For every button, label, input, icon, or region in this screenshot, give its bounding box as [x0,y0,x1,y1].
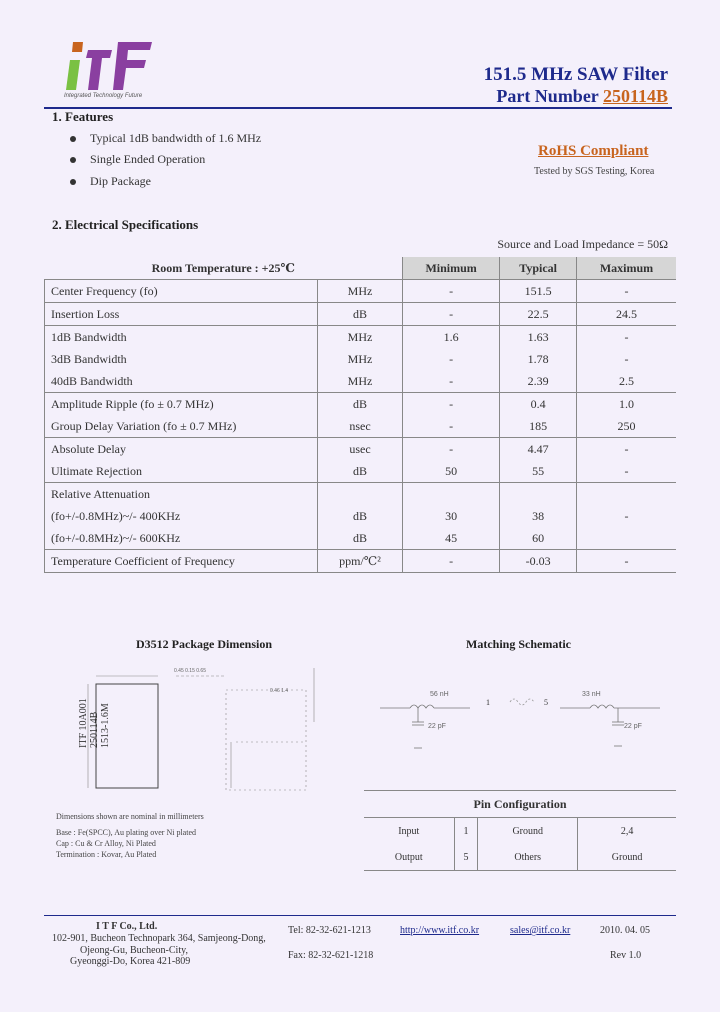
svg-text:0.46 1.4: 0.46 1.4 [270,688,289,694]
header-divider [44,107,672,109]
package-marking [78,644,111,748]
material-note: Base : Fe(SPCC), Au plating over Ni plated [56,828,196,837]
table-row: Output 5 Others Ground [364,844,676,871]
bullet-icon [70,136,76,142]
itf-logo [62,38,162,98]
table-row: (fo+/-0.8MHz)~/- 400KHz dB 30 38 - [45,505,677,527]
table-row: Temperature Coefficient of Frequency ppm/℃² - -0.03 - [45,550,677,573]
spec-table [44,257,676,573]
table-row: Input 1 Ground 2,4 [364,818,676,845]
address-line: 102-901, Bucheon Technopark 364, Samjeong-Dong, [52,933,266,944]
marking-line: 250114B [89,711,100,748]
impedance-note: Source and Load Impedance = 50Ω [497,237,668,251]
pin-config-table [364,790,676,871]
date: 2010. 04. 05 [600,925,650,936]
table-row: Relative Attenuation [45,483,677,506]
matching-schematic [360,678,680,758]
marking-line: ITF 10A001 [78,698,89,748]
feature-item: Single Ended Operation [70,152,205,167]
specs-heading: 2. Electrical Specifications [52,217,199,232]
table-row: Insertion Loss dB - 22.5 24.5 [45,303,677,326]
spec-header-row [45,257,677,280]
telephone: Tel: 82-32-621-1213 [288,925,371,936]
table-row: Ultimate Rejection dB 50 55 - [45,460,677,483]
bullet-icon [70,179,76,185]
dimension-note: Dimensions shown are nominal in millimeters [56,812,204,821]
part-number: 250114B [602,86,668,106]
rohs-link[interactable]: RoHS Compliant [538,143,649,159]
col-typical: Typical [500,257,577,280]
schematic-l2: 33 nH [582,691,601,698]
col-minimum: Minimum [403,257,500,280]
table-row: Group Delay Variation (fo ± 0.7 MHz) nsec - 185 250 [45,415,677,438]
table-row: Amplitude Ripple (fo ± 0.7 MHz) dB - 0.4 1.0 [45,393,677,416]
schematic-c2: 22 pF [624,723,642,730]
rohs-note: Tested by SGS Testing, Korea [534,166,655,177]
schematic-title: Matching Schematic [466,637,571,651]
feature-item: Typical 1dB bandwidth of 1.6 MHz [70,131,261,146]
table-row: Absolute Delay usec - 4.47 - [45,438,677,461]
website-link[interactable]: http://www.itf.co.kr [400,925,480,936]
feature-item: Dip Package [70,174,151,189]
part-number-line [496,86,668,107]
address-line: Gyeonggi-Do, Korea 421-809 [70,956,191,967]
marking-line: 1513-1.6M [100,703,111,748]
col-maximum: Maximum [577,257,677,280]
fax: Fax: 82-32-621-1218 [288,950,374,961]
table-row: 1dB Bandwidth MHz 1.6 1.63 - [45,326,677,349]
footer-divider [44,915,676,916]
table-row: 40dB Bandwidth MHz - 2.39 2.5 [45,370,677,393]
schematic-pin-left: 1 [486,698,490,707]
pin-config-header [364,791,676,818]
logo-caption: Integrated Technology Future [64,93,143,99]
svg-text:0.45 0.15 0.65: 0.45 0.15 0.65 [174,668,206,674]
table-row: Center Frequency (fo) MHz - 151.5 - [45,280,677,303]
schematic-c1: 22 pF [428,723,446,730]
revision: Rev 1.0 [610,950,642,961]
company-name: I T F Co., Ltd. [96,921,158,932]
schematic-pin-right: 5 [544,698,548,707]
table-row: (fo+/-0.8MHz)~/- 600KHz dB 45 60 [45,527,677,550]
schematic-l1: 56 nH [430,691,449,698]
address-line: Ojeong-Gu, Bucheon-City, [80,945,188,956]
room-temp: Room Temperature : +25℃ [45,257,403,280]
page-title: 151.5 MHz SAW Filter [483,64,668,85]
material-note: Cap : Cu & Cr Alloy, Ni Plated [56,839,156,848]
features-heading: 1. Features [52,109,114,124]
package-title: D3512 Package Dimension [136,637,272,651]
pin-config-title: Pin Configuration [364,791,676,818]
email-link[interactable]: sales@itf.co.kr [510,925,571,936]
bullet-icon [70,157,76,163]
table-row: 3dB Bandwidth MHz - 1.78 - [45,348,677,370]
part-label: Part Number [496,86,599,106]
material-note: Termination : Kovar, Au Plated [56,850,157,859]
